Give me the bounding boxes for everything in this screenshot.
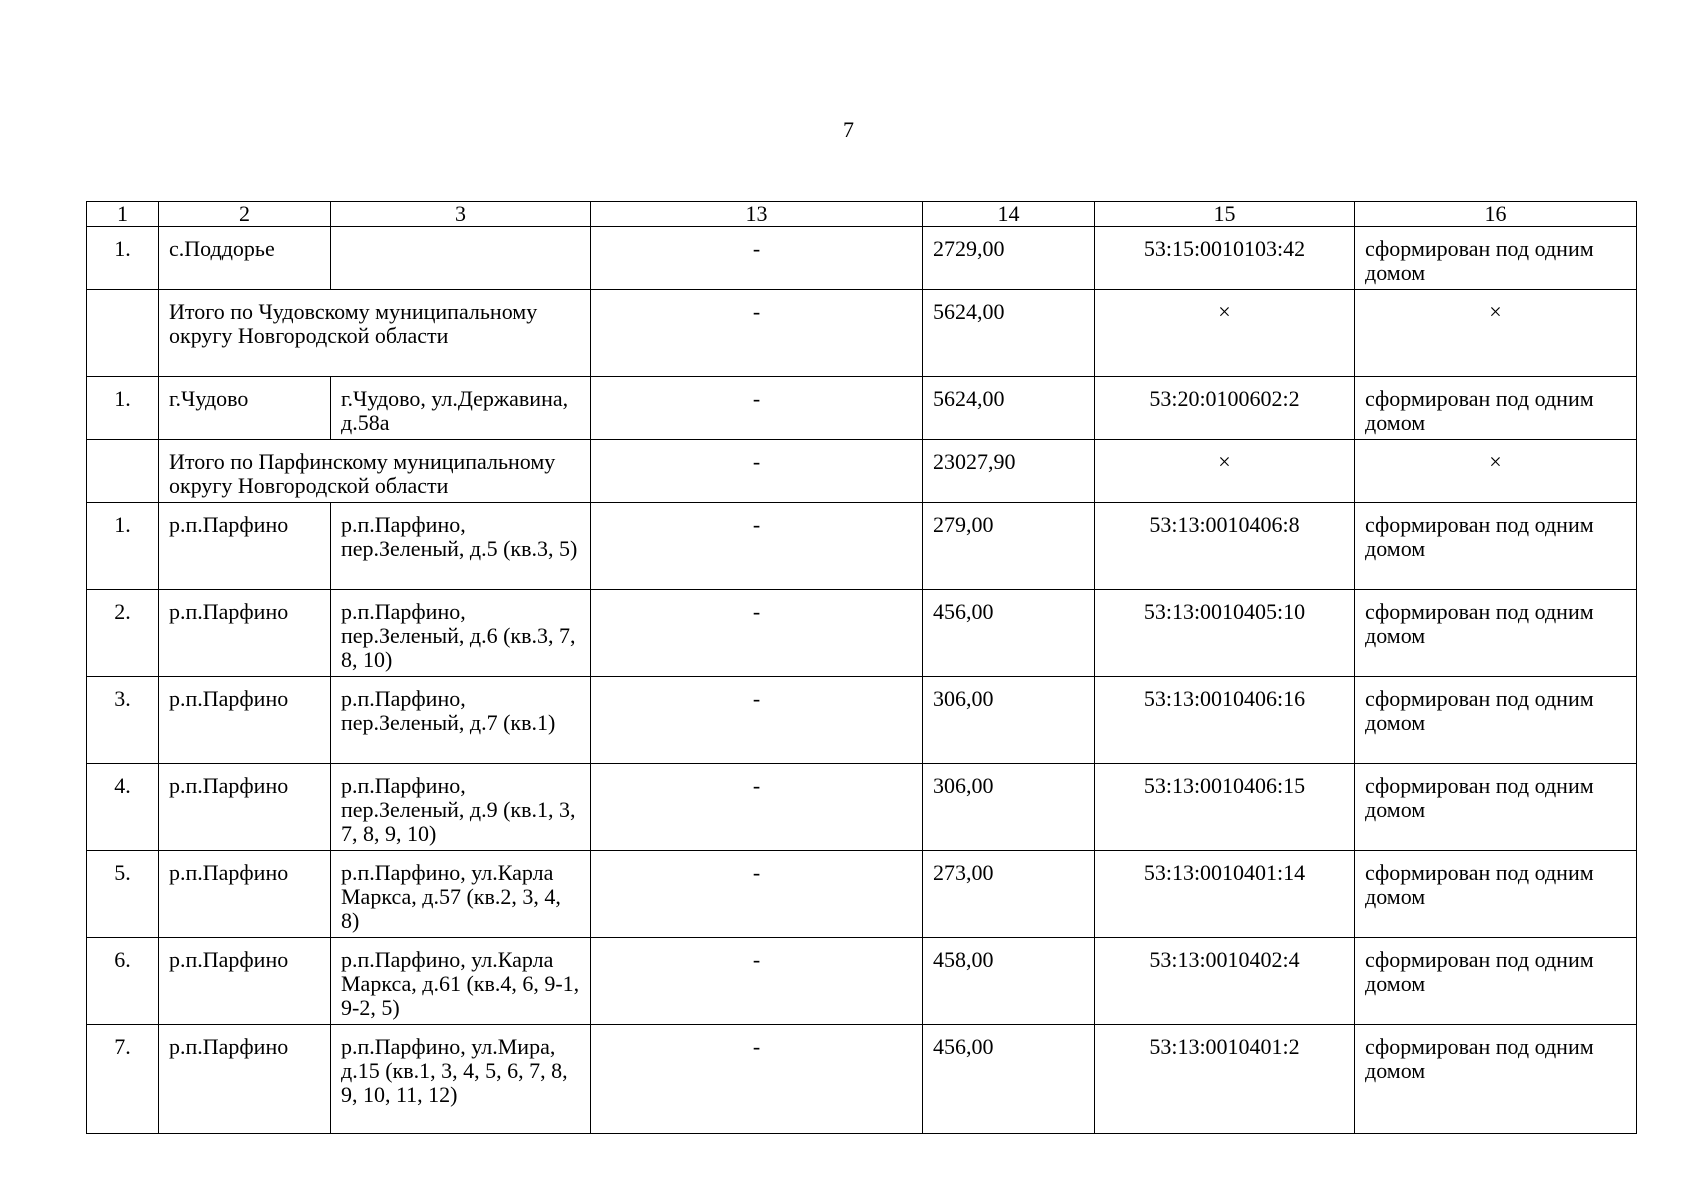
col13-cell: -	[591, 851, 923, 938]
col13-cell: -	[591, 1025, 923, 1134]
area-cell: 23027,90	[923, 440, 1095, 503]
locality-cell: р.п.Парфино	[159, 503, 331, 590]
address-cell: р.п.Парфино, пер.Зеленый, д.9 (кв.1, 3, 7, 8, 9, 10)	[331, 764, 591, 851]
locality-cell: р.п.Парфино	[159, 764, 331, 851]
col13-cell: -	[591, 440, 923, 503]
cadastral-number-cell: 53:13:0010401:14	[1095, 851, 1355, 938]
total-label-cell: Итого по Парфинскому муниципальному округу Новгородской области	[159, 440, 591, 503]
table-row	[87, 677, 1637, 764]
row-number: 3.	[87, 677, 159, 764]
cadastral-number-cell: 53:13:0010406:16	[1095, 677, 1355, 764]
note-cell: сформирован под одним домом	[1355, 764, 1637, 851]
header-col-13: 13	[591, 202, 923, 227]
address-cell: р.п.Парфино, пер.Зеленый, д.6 (кв.3, 7, 8, 10)	[331, 590, 591, 677]
address-cell: г.Чудово, ул.Державина, д.58а	[331, 377, 591, 440]
area-cell: 273,00	[923, 851, 1095, 938]
row-number: 5.	[87, 851, 159, 938]
table-row	[87, 503, 1637, 590]
row-number-empty	[87, 290, 159, 377]
total-row	[87, 440, 1637, 503]
table-row	[87, 1025, 1637, 1134]
header-col-1: 1	[87, 202, 159, 227]
row-number: 1.	[87, 503, 159, 590]
table-row	[87, 851, 1637, 938]
row-number: 1.	[87, 377, 159, 440]
locality-cell: р.п.Парфино	[159, 677, 331, 764]
col13-cell: -	[591, 377, 923, 440]
cadastral-number-cell: 53:13:0010406:15	[1095, 764, 1355, 851]
total-row	[87, 290, 1637, 377]
locality-cell: р.п.Парфино	[159, 938, 331, 1025]
note-cell: ×	[1355, 440, 1637, 503]
header-col-15: 15	[1095, 202, 1355, 227]
header-col-16: 16	[1355, 202, 1637, 227]
col13-cell: -	[591, 590, 923, 677]
col13-cell: -	[591, 503, 923, 590]
row-number: 1.	[87, 227, 159, 290]
area-cell: 456,00	[923, 1025, 1095, 1134]
address-cell: р.п.Парфино, ул.Карла Маркса, д.61 (кв.4, 6, 9-1, 9-2, 5)	[331, 938, 591, 1025]
note-cell: ×	[1355, 290, 1637, 377]
note-cell: сформирован под одним домом	[1355, 938, 1637, 1025]
table-row	[87, 590, 1637, 677]
cadastral-number-cell: 53:13:0010401:2	[1095, 1025, 1355, 1134]
cadastral-number-cell: 53:13:0010406:8	[1095, 503, 1355, 590]
cadastral-number-cell: 53:20:0100602:2	[1095, 377, 1355, 440]
col13-cell: -	[591, 938, 923, 1025]
table-row	[87, 938, 1637, 1025]
table-header-row	[87, 202, 1637, 227]
area-cell: 458,00	[923, 938, 1095, 1025]
note-cell: сформирован под одним домом	[1355, 1025, 1637, 1134]
row-number: 4.	[87, 764, 159, 851]
page-number: 7	[843, 117, 854, 142]
header-col-3: 3	[331, 202, 591, 227]
row-number: 7.	[87, 1025, 159, 1134]
cadastral-number-cell: 53:13:0010402:4	[1095, 938, 1355, 1025]
address-cell	[331, 227, 591, 290]
address-cell: р.п.Парфино, ул.Карла Маркса, д.57 (кв.2, 3, 4, 8)	[331, 851, 591, 938]
cadastral-number-cell: ×	[1095, 440, 1355, 503]
area-cell: 279,00	[923, 503, 1095, 590]
total-label-cell: Итого по Чудовскому муниципальному округу Новгородской области	[159, 290, 591, 377]
note-cell: сформирован под одним домом	[1355, 851, 1637, 938]
table-row	[87, 377, 1637, 440]
table-row	[87, 764, 1637, 851]
note-cell: сформирован под одним домом	[1355, 503, 1637, 590]
row-number: 6.	[87, 938, 159, 1025]
col13-cell: -	[591, 227, 923, 290]
locality-cell: р.п.Парфино	[159, 851, 331, 938]
header-col-14: 14	[923, 202, 1095, 227]
cadastral-number-cell: 53:13:0010405:10	[1095, 590, 1355, 677]
locality-cell: р.п.Парфино	[159, 1025, 331, 1134]
note-cell: сформирован под одним домом	[1355, 227, 1637, 290]
land-plots-table	[86, 201, 1637, 1134]
col13-cell: -	[591, 677, 923, 764]
locality-cell: г.Чудово	[159, 377, 331, 440]
col13-cell: -	[591, 764, 923, 851]
header-col-2: 2	[159, 202, 331, 227]
area-cell: 306,00	[923, 677, 1095, 764]
note-cell: сформирован под одним домом	[1355, 590, 1637, 677]
area-cell: 5624,00	[923, 290, 1095, 377]
address-cell: р.п.Парфино, пер.Зеленый, д.7 (кв.1)	[331, 677, 591, 764]
address-cell: р.п.Парфино, пер.Зеленый, д.5 (кв.3, 5)	[331, 503, 591, 590]
row-number-empty	[87, 440, 159, 503]
cadastral-number-cell: ×	[1095, 290, 1355, 377]
table-row	[87, 227, 1637, 290]
locality-cell: с.Поддорье	[159, 227, 331, 290]
area-cell: 456,00	[923, 590, 1095, 677]
area-cell: 5624,00	[923, 377, 1095, 440]
address-cell: р.п.Парфино, ул.Мира, д.15 (кв.1, 3, 4, 5, 6, 7, 8, 9, 10, 11, 12)	[331, 1025, 591, 1134]
col13-cell: -	[591, 290, 923, 377]
cadastral-number-cell: 53:15:0010103:42	[1095, 227, 1355, 290]
locality-cell: р.п.Парфино	[159, 590, 331, 677]
area-cell: 2729,00	[923, 227, 1095, 290]
area-cell: 306,00	[923, 764, 1095, 851]
note-cell: сформирован под одним домом	[1355, 677, 1637, 764]
row-number: 2.	[87, 590, 159, 677]
note-cell: сформирован под одним домом	[1355, 377, 1637, 440]
